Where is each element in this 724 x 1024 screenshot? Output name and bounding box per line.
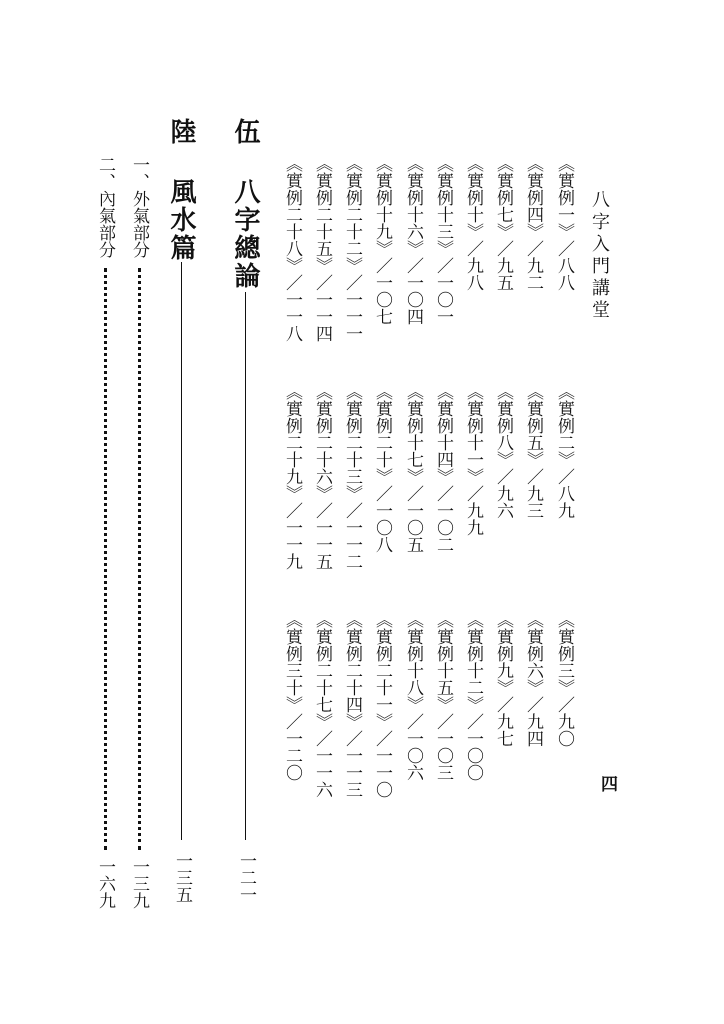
- example-entry-14: 《實例十四》／一〇二: [433, 383, 453, 553]
- example-entry-24: 《實例二十四》／一一三: [342, 611, 362, 798]
- section-page-outer-qi: 一三九: [129, 858, 149, 909]
- example-entry-13: 《實例十三》／一〇一: [433, 155, 453, 325]
- example-entry-2: 《實例二》／八九: [554, 383, 574, 519]
- chapter-title-fengshui: 風水篇: [166, 178, 196, 262]
- example-entry-7: 《實例七》／九五: [493, 155, 513, 291]
- section-label-inner-qi: 二、內氣部分: [95, 156, 115, 258]
- example-entry-17: 《實例十七》／一〇五: [403, 383, 423, 553]
- example-entry-15: 《實例十五》／一〇三: [433, 611, 453, 781]
- example-entry-11: 《實例十一》／九九: [463, 383, 483, 536]
- example-entry-27: 《實例二十七》／一一六: [312, 611, 332, 798]
- example-entry-4: 《實例四》／九二: [523, 155, 543, 291]
- example-entry-8: 《實例八》／九六: [493, 383, 513, 519]
- leader-line: [181, 262, 182, 840]
- dotted-leader: [104, 268, 107, 850]
- example-entry-23: 《實例二十三》／一一二: [342, 383, 362, 570]
- example-entry-29: 《實例二十九》／一一九: [282, 383, 302, 570]
- example-entry-26: 《實例二十六》／一一五: [312, 383, 332, 570]
- chapter-title-bazi: 八字總論: [230, 178, 260, 290]
- example-entry-25: 《實例二十五》／一一四: [312, 155, 332, 342]
- example-entry-5: 《實例五》／九三: [523, 383, 543, 519]
- example-entry-12: 《實例十二》／一〇〇: [463, 611, 483, 781]
- section-page-inner-qi: 一六九: [95, 858, 115, 909]
- example-entry-28: 《實例二十八》／一一八: [282, 155, 302, 342]
- book-title-header: 八字入門講堂: [589, 190, 610, 322]
- example-entry-6: 《實例六》／九四: [523, 611, 543, 747]
- dotted-leader: [138, 268, 141, 850]
- example-entry-9: 《實例九》／九七: [493, 611, 513, 747]
- example-entry-1: 《實例一》／八八: [554, 155, 574, 291]
- example-entry-3: 《實例三》／九〇: [554, 611, 574, 747]
- example-entry-18: 《實例十八》／一〇六: [403, 611, 423, 781]
- chapter-page-bazi: 一二一: [236, 852, 256, 903]
- page-number: 四: [597, 775, 617, 792]
- chapter-number-5: 伍: [230, 118, 260, 144]
- example-entry-21: 《實例二十一》／一一〇: [372, 611, 392, 798]
- example-entry-16: 《實例十六》／一〇四: [403, 155, 423, 325]
- example-entry-30: 《實例三十》／一二〇: [282, 611, 302, 781]
- example-entry-19: 《實例十九》／一〇七: [372, 155, 392, 325]
- leader-line: [245, 292, 246, 840]
- chapter-number-6: 陸: [166, 118, 196, 144]
- example-entry-22: 《實例二十二》／一一一: [342, 155, 362, 342]
- example-entry-20: 《實例二十》／一〇八: [372, 383, 392, 553]
- chapter-page-fengshui: 一三五: [172, 852, 192, 903]
- section-label-outer-qi: 一、外氣部分: [129, 156, 149, 258]
- example-entry-10: 《實例十》／九八: [463, 155, 483, 291]
